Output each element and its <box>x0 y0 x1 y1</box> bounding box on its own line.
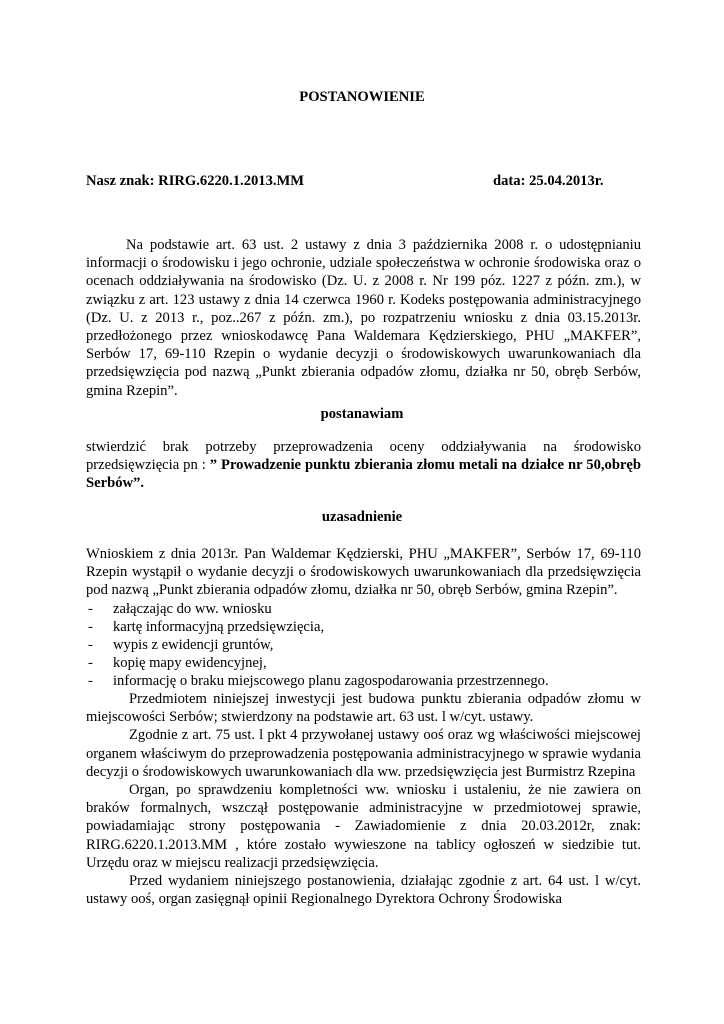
paragraph-authority: Zgodnie z art. 75 ust. l pkt 4 przywołanej ustawy ooś oraz wg właściwości miejscowej organem właściwym do przeprowadzenia postępowania administracyjnego w sprawie wydania decyzji o środowiskowych uwarunkowaniach dla ww. przedsięwzięcia jest Burmistrz Rzepina <box>86 727 641 780</box>
decision-project-name: ” Prowadzenie punktu zbierania złomu metali na działce nr 50,obręb Serbów”. <box>86 457 642 492</box>
list-dash: - <box>88 600 93 617</box>
list-dash: - <box>88 655 93 672</box>
intro-paragraph: Na podstawie art. 63 ust. 2 ustawy z dnia 3 października 2008 r. o udostępnianiu informacji o środowisku i jego ochronie, udziale społeczeństwa w ochronie środowiska oraz o ocenach oddziaływania na środowisko (Dz. U. z 2008 r. Nr 199 póz. 1227 z późn. zm.), w związku z art. 123 ustawy z dnia 14 czerwca 1960 r. Kodeks postępowania administracyjnego (Dz. U. z 2013 r., poz..267 z późn. zm.), po rozpatrzeniu wniosku z dnia 03.15.2013r. przedłożonego przez wnioskodawcę Pana Waldemara Kędzierskiego, PHU „MAKFER”, Serbów 17, 69-110 Rzepin o wydanie decyzji o środowiskowych uwarunkowaniach dla przedsięwzięcia pod nazwą „Punkt zbierania odpadów złomu, działka nr 50, obręb Serbów, gmina Rzepin”. <box>86 237 641 399</box>
paragraph-subject: Przedmiotem niniejszej inwestycji jest budowa punktu zbierania odpadów złomu w miejscowości Serbów; stwierdzony na podstawie art. 63 ust. l w/cyt. ustawy. <box>86 691 641 726</box>
list-item <box>86 654 641 672</box>
body-paragraphs <box>86 690 641 908</box>
list-item-text: informację o braku miejscowego planu zagospodarowania przestrzennego. <box>113 673 549 690</box>
attachments-list <box>86 600 641 691</box>
justification-intro: Wnioskiem z dnia 2013r. Pan Waldemar Kędzierski, PHU „MAKFER”, Serbów 17, 69-110 Rzepin wystąpił o wydanie decyzji o środowiskowych uwarunkowaniach dla przedsięwzięcia pod nazwą „Punkt zbierania odpadów złomu, działka nr 50, obręb Serbów, gmina Rzepin”. <box>86 546 641 599</box>
list-dash: - <box>88 618 93 635</box>
list-item-text: kartę informacyjną przedsięwzięcia, <box>113 618 325 635</box>
intro-paragraph-block <box>86 236 641 400</box>
list-dash: - <box>88 673 93 690</box>
paragraph-procedure: Organ, po sprawdzeniu kompletności ww. wniosku i ustaleniu, że nie zawiera on braków formalnych, wszczął postępowanie administracyjne w przedmiotowej sprawie, powiadamiając strony postępowania - Zawiadomienie z dnia 20.03.2012r, znak: RIRG.6220.1.2013.MM , które zostało wywieszone na tablicy ogłoszeń w siedzibie tut. Urzędu oraz w miejscu realizacji przedsięwzięcia. <box>86 782 641 871</box>
justification-block <box>86 545 641 691</box>
document-title: POSTANOWIENIE <box>299 89 425 105</box>
list-item-text: wypis z ewidencji gruntów, <box>113 637 274 654</box>
decision-paragraph <box>86 438 641 493</box>
decision-text: stwierdzić brak potrzeby przeprowadzenia oceny oddziaływania na środowisko przedsięwzięcia pn : <box>86 439 641 474</box>
list-item <box>86 600 641 618</box>
reference-sign: Nasz znak: RIRG.6220.1.2013.MM <box>86 173 305 189</box>
reference-date: data: 25.04.2013r. <box>493 173 604 189</box>
decision-block <box>86 438 641 493</box>
list-item-text: kopię mapy ewidencyjnej, <box>113 655 267 672</box>
paragraph-opinion: Przed wydaniem niniejszego postanowienia, działając zgodnie z art. 64 ust. l w/cyt. ustawy ooś, organ zasięgnął opinii Regionalnego Dyrektora Ochrony Środowiska <box>86 873 641 908</box>
list-item <box>86 672 641 690</box>
justification-heading: uzasadnienie <box>321 509 403 525</box>
list-item <box>86 636 641 654</box>
list-item-text: załączając do ww. wniosku <box>113 600 272 617</box>
list-item <box>86 618 641 636</box>
decision-heading: postanawiam <box>320 406 404 422</box>
list-dash: - <box>88 637 93 654</box>
